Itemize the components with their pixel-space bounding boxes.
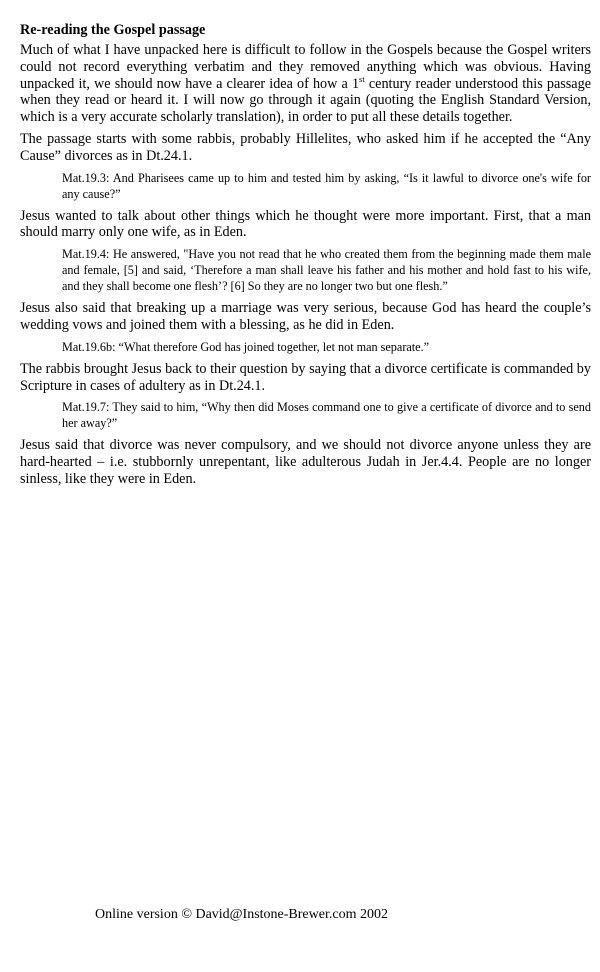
section-heading: Re-reading the Gospel passage	[20, 22, 206, 38]
intro-paragraph	[20, 42, 591, 126]
paragraph-divorce-certificate: The rabbis brought Jesus back to their question by saying that a divorce certificate is commanded by Scripture in cases of adultery as in Dt.24.1.	[20, 360, 591, 394]
paragraph-one-wife: Jesus wanted to talk about other things which he thought were more important. First, that a man should marry only one wife, as in Eden.	[20, 207, 591, 241]
document-body	[20, 22, 591, 493]
scripture-quote-mat-19-6b: Mat.19.6b: “What therefore God has joined together, let not man separate.”	[62, 339, 430, 354]
scripture-quote-mat-19-4: Mat.19.4: He answered, "Have you not read that he who created them from the beginning made them male and female, [5] and said, ‘Therefore a man shall leave his father and his mother and hold fast to his wife, and they shall become one flesh’? [6] So they are no longer two but one flesh.”	[62, 247, 591, 294]
closing-paragraph: Jesus said that divorce was never compulsory, and we should not divorce anyone unless they are hard-hearted – i.e. stubbornly unrepentant, like adulterous Judah in Jer.4.4. People are no longer sinless, like they were in Eden.	[20, 437, 591, 487]
scripture-quote-mat-19-7: Mat.19.7: They said to him, “Why then did Moses command one to give a certificate of divorce and to send her away?”	[62, 400, 591, 431]
paragraph-any-cause: The passage starts with some rabbis, probably Hillelites, who asked him if he accepted the “Any Cause” divorces as in Dt.24.1.	[20, 130, 591, 164]
intro-text-part1: Much of what I have unpacked here is difficult to follow in the Gospels because the Gospel writers could not record everything verbatim and they removed anything which was obvious. Having unpacked it, we should now have a clearer idea of how a 1	[20, 42, 591, 92]
paragraph-marriage-serious: Jesus also said that breaking up a marriage was very serious, because God has heard the couple’s wedding vows and joined them with a blessing, as he did in Eden.	[20, 300, 591, 333]
ordinal-superscript: st	[359, 73, 365, 84]
intro-text-part2: century reader understood this passage when they read or heard it. I will now go through it again (quoting the English Standard Version, which is a very accurate scholarly translation), in order to put all these details together.	[20, 75, 591, 126]
page-footer: Online version © David@Instone-Brewer.com 2002	[95, 907, 388, 922]
scripture-quote-mat-19-3: Mat.19.3: And Pharisees came up to him and tested him by asking, “Is it lawful to divorce one's wife for any cause?”	[62, 170, 591, 201]
